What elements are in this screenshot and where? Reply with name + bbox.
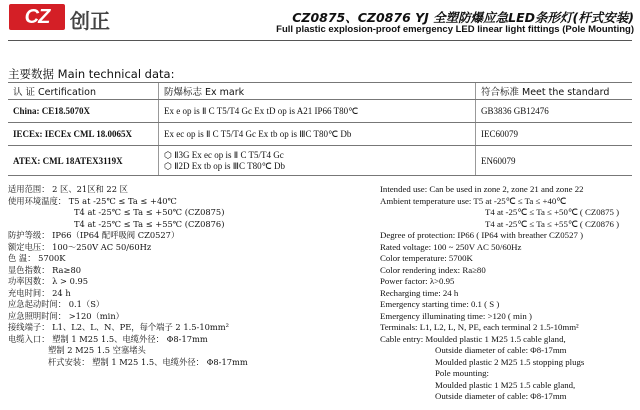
spec-line: Color temperature: 5700K <box>380 253 473 263</box>
table-row <box>8 100 632 123</box>
cert-cell: IECEx: IECEx CML 18.0065X <box>8 123 159 146</box>
spec-line: Moulded plastic 1 M25 1.5 cable gland, <box>435 379 576 390</box>
certification-table <box>8 82 632 176</box>
spec-line: Emergency starting time: 0.1 ( S ) <box>380 299 500 309</box>
page-subtitle: Full plastic explosion-proof emergency LED linear light fittings (Pole Mounting) <box>276 24 634 35</box>
ex-hexagon-icon: ⬡ <box>164 149 175 160</box>
spec-line: Terminals: L1, L2, L, N, PE, each terminal 2 1.5-10mm² <box>380 322 579 332</box>
spec-line: 充电时间： 24 h <box>8 287 71 298</box>
spec-line: 塑制 2 M25 1.5 空塞堵头 <box>48 345 146 355</box>
spec-line: 额定电压： 100～250V AC 50/60Hz <box>8 241 152 252</box>
standard-cell: GB3836 GB12476 <box>476 100 633 123</box>
ex-mark-cell <box>159 123 476 146</box>
spec-line: Ambient temperature use: T5 at -25℃ ≤ Ta ≤ +40℃ <box>380 195 567 206</box>
spec-line: 适用范围： 2 区、21区和 22 区 <box>8 184 128 194</box>
cert-cell: ATEX: CML 18ATEX3119X <box>8 146 159 176</box>
spec-line: 使用环境温度： T5 at -25℃ ≤ Ta ≤ +40℃ <box>8 195 177 206</box>
cert-cell: China: CE18.5070X <box>8 100 159 123</box>
header-ex-mark: 防爆标志 Ex mark <box>159 83 476 100</box>
spec-line: T4 at -25℃ ≤ Ta ≤ +55℃ ( CZ0876 ) <box>485 218 620 229</box>
ex-mark-line: Ex e op is Ⅱ C T5/T4 Gc Ex tD op is A21 IP66 T80℃ <box>164 105 359 116</box>
header-divider <box>8 40 632 41</box>
spec-line: 接线端子： L1、L2、L、N、PE，每个端子 2 1.5-10mm² <box>8 322 229 332</box>
ex-mark-line: Ex ec op is Ⅱ C T5/T4 Gc Ex tb op is ⅢC T80℃ Db <box>164 128 352 139</box>
spec-line: Color rendering index: Ra≥80 <box>380 264 486 275</box>
spec-line: T4 at -25℃ ≤ Ta ≤ +50℃ (CZ0875) <box>74 207 225 217</box>
spec-line: 功率因数： λ > 0.95 <box>8 276 89 286</box>
spec-line: Cable entry: Moulded plastic 1 M25 1.5 cable gland, <box>380 333 566 344</box>
spec-line: Moulded plastic 2 M25 1.5 stopping plugs <box>435 356 585 367</box>
spec-line: Degree of protection: IP66 ( IP64 with breather CZ0527 ) <box>380 230 584 240</box>
ex-mark-line: ⬡ Ⅱ3G Ex ec op is Ⅱ C T5/T4 Gc <box>164 149 284 160</box>
section-title: 主要数据 Main technical data: <box>8 67 175 81</box>
header-certification: 认 证 Certification <box>8 83 159 100</box>
spec-line: 色 温： 5700K <box>8 253 66 263</box>
spec-line: Pole mounting: <box>435 368 490 378</box>
spec-line: Outside diameter of cable: Φ8-17mm <box>435 345 567 355</box>
ex-mark-cell <box>159 146 476 176</box>
spec-line: Intended use: Can be used in zone 2, zone 21 and zone 22 <box>380 184 584 194</box>
spec-line: Recharging time: 24 h <box>380 287 459 298</box>
table-row <box>8 123 632 146</box>
spec-line: T4 at -25℃ ≤ Ta ≤ +55℃ (CZ0876) <box>74 218 225 229</box>
ex-mark-cell <box>159 100 476 123</box>
spec-line: 电缆入口： 塑制 1 M25 1.5、电缆外径： Φ8-17mm <box>8 333 208 344</box>
header-standard: 符合标准 Meet the standard <box>476 83 633 100</box>
spec-line: T4 at -25℃ ≤ Ta ≤ +50℃ ( CZ0875 ) <box>485 207 620 217</box>
spec-line: 应急照明时间： >120（min） <box>8 310 124 321</box>
page-title: CZ0875、CZ0876 YJ 全塑防爆应急LED条形灯(杆式安装) <box>292 10 634 25</box>
specs-chinese <box>8 184 248 368</box>
ex-mark-line: ⬡ Ⅱ2D Ex tb op is ⅢC T80℃ Db <box>164 160 285 171</box>
company-logo <box>9 4 65 30</box>
spec-line: 应急起动时间： 0.1（S） <box>8 299 105 309</box>
spec-line: Power factor: λ>0.95 <box>380 276 455 286</box>
spec-line: Rated voltage: 100 ~ 250V AC 50/60Hz <box>380 241 522 252</box>
spec-line: Emergency illuminating time: >120 ( min ) <box>380 310 532 321</box>
spec-line: 杆式安装： 塑制 1 M25 1.5、电缆外径： Φ8-17mm <box>48 356 248 367</box>
spec-line: Outside diameter of cable: Φ8-17mm <box>435 391 567 401</box>
brand-name: 创正 <box>70 9 110 33</box>
ex-hexagon-icon: ⬡ <box>164 160 175 171</box>
table-header-row <box>8 83 632 100</box>
spec-line: 防护等级： IP66（IP64 配呼吸阀 CZ0527） <box>8 230 180 240</box>
standard-cell: EN60079 <box>476 146 633 176</box>
specs-english <box>380 184 619 403</box>
table-row <box>8 146 632 176</box>
logo-text: CZ <box>24 6 50 28</box>
spec-line: 显色指数： Ra≥80 <box>8 264 82 275</box>
standard-cell: IEC60079 <box>476 123 633 146</box>
